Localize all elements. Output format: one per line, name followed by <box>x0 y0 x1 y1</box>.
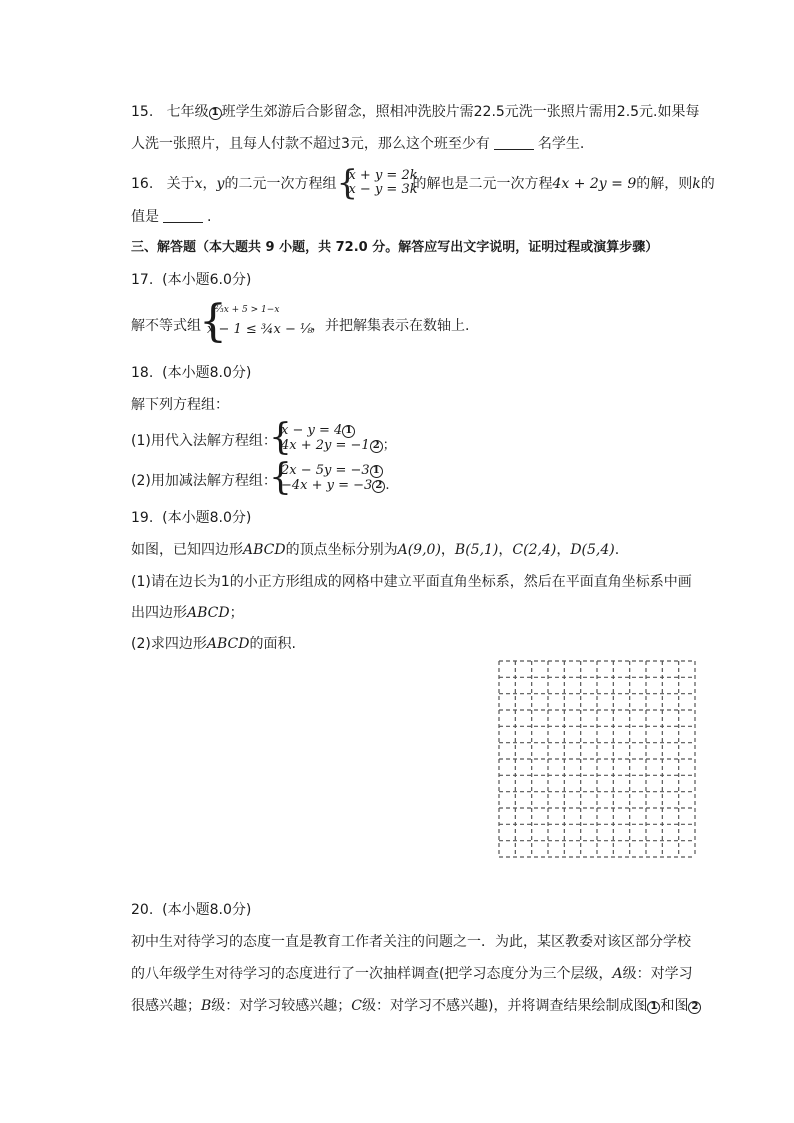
eq-row: x + y = 2k <box>348 168 418 183</box>
brace-icon: { <box>269 457 292 498</box>
point-d: D(5,4) <box>570 542 615 558</box>
q19-p1b <box>131 603 244 623</box>
circled-number-icon: 2 <box>688 1001 701 1014</box>
sep: ， <box>498 542 513 558</box>
q19-p1c-text: ； <box>229 605 244 621</box>
dashed-grid <box>498 660 696 858</box>
q16-text-c: 的解也是二元一次方程 <box>412 176 553 192</box>
q16-text-d: 的解，则 <box>636 176 693 192</box>
q16-text-b: 的二元一次方程组 <box>224 176 337 192</box>
answer-blank[interactable] <box>494 135 534 150</box>
var-k: k <box>692 176 701 192</box>
sep: ， <box>556 542 571 558</box>
q19-p2 <box>131 634 296 654</box>
q20-line2 <box>131 964 693 984</box>
q19-text-a: 如图，已知四边形 <box>131 542 243 558</box>
q15-number: 15. <box>131 104 154 120</box>
q20-line3 <box>131 996 701 1016</box>
q16-line2 <box>131 207 211 227</box>
eq-row <box>281 438 396 453</box>
level-b: B <box>201 998 212 1014</box>
eq-row: x − y = 3k <box>348 182 418 197</box>
q16-text-a: 关于 <box>166 176 195 192</box>
shape-name: ABCD <box>187 605 230 621</box>
q20-header <box>131 900 251 920</box>
eq-text: 4x + 2y = −1 <box>281 438 370 453</box>
q19-score: (本小题8.0分) <box>162 510 252 526</box>
circled-number-icon: 1 <box>342 425 355 438</box>
q19-p1a: (1)请在边长为1的小正方形组成的网格中建立平面直角坐标系，然后在平面直角坐标系中画 <box>131 574 692 590</box>
eq-row <box>281 478 389 493</box>
section-title: 三、解答题（本大题共 9 小题，共 72.0 分。解答应写出文字说明，证明过程或演算步骤） <box>131 240 659 255</box>
q18-part2-label: (2)用加减法解方程组： <box>131 473 277 489</box>
equation: 4x + 2y = 9 <box>552 176 637 192</box>
comma: ， <box>202 176 217 192</box>
equation-system <box>336 163 418 203</box>
eq-end: ； <box>382 438 396 453</box>
point-b: B(5,1) <box>454 542 499 558</box>
q17-number: 17. <box>131 272 154 288</box>
eq-text: x − y = 4 <box>281 423 343 438</box>
var-y: y <box>216 176 225 192</box>
level-c: C <box>351 998 363 1014</box>
q19-line1 <box>131 540 619 560</box>
brace-icon: { <box>336 163 359 203</box>
eq-row <box>281 423 355 438</box>
q20-line1: 初中生对待学习的态度一直是教育工作者关注的问题之一．为此，某区教委对该区部分学校 <box>131 934 691 950</box>
q20-number: 20. <box>131 902 154 918</box>
sep: ， <box>440 542 455 558</box>
q19-number: 19. <box>131 510 154 526</box>
q18-part1-label: (1)用代入法解方程组： <box>131 433 277 449</box>
q18-intro: 解下列方程组： <box>131 397 229 413</box>
q15-text-b: 班学生郊游后合影留念，照相冲洗胶片需22.5元洗一张照片需用2.5元.如果每 <box>221 104 700 120</box>
eq-text: 2x − 5y = −3 <box>281 463 370 478</box>
q16-text-g: . <box>207 209 212 225</box>
q15-line2 <box>131 134 584 154</box>
q17-text-b: ，并把解集表示在数轴上. <box>311 318 470 334</box>
q16-text-f: 值是 <box>131 209 159 225</box>
q15-text-c: 人洗一张照片，且每人付款不超过3元，那么这个班至少有 <box>131 136 490 152</box>
q17-text-a: 解不等式组 <box>131 318 201 334</box>
q20-score: (本小题8.0分) <box>162 902 252 918</box>
circled-number-icon: 2 <box>372 480 385 493</box>
q18-score: (本小题8.0分) <box>162 365 252 381</box>
eq-row <box>281 463 383 478</box>
q19-text-b: 的顶点坐标分别为 <box>285 542 398 558</box>
circled-number-icon: 2 <box>370 440 383 453</box>
brace-icon: { <box>199 296 227 347</box>
q18-header <box>131 363 251 383</box>
eq-text: −4x + y = −3 <box>281 478 373 493</box>
inequality-2: x − 1 ≤ ¾x − ⅛ <box>207 322 313 337</box>
var-x: x <box>194 176 203 192</box>
point-a: A(9,0) <box>397 542 441 558</box>
q15-text-a: 七年级 <box>166 104 209 120</box>
circled-number-icon: 1 <box>647 1001 660 1014</box>
end: . <box>614 542 620 558</box>
q20-l3-d: 和图 <box>660 998 689 1014</box>
q15-text-d: 名学生. <box>537 136 585 152</box>
q19-header <box>131 508 251 528</box>
q16-text-e: 的 <box>700 176 715 192</box>
q16-line1 <box>131 163 715 203</box>
inequality-1: ⅔x + 5 > 1−x <box>215 305 280 315</box>
shape-name: ABCD <box>243 542 286 558</box>
brace-icon: { <box>269 417 292 458</box>
q18-number: 18. <box>131 365 154 381</box>
level-a: A <box>612 966 623 982</box>
q20-l3-a: 很感兴趣； <box>131 998 201 1014</box>
q20-l3-c: 级：对学习不感兴趣)，并将调查结果绘制成图 <box>362 998 648 1014</box>
grid-figure <box>498 660 696 858</box>
q19-p1b-text: 出四边形 <box>131 605 187 621</box>
q19-p2a-text: (2)求四边形 <box>131 636 207 652</box>
answer-blank[interactable] <box>163 208 203 223</box>
q20-l2-text: 的八年级学生对待学习的态度进行了一次抽样调查(把学习态度分为三个层级， <box>131 966 613 982</box>
q15-line1 <box>131 102 700 122</box>
q20-l2-b: 级：对学习 <box>622 966 693 982</box>
shape-name: ABCD <box>206 636 250 652</box>
point-c: C(2,4) <box>512 542 557 558</box>
q17-header <box>131 270 251 290</box>
q19-p2b-text: 的面积. <box>249 636 296 652</box>
eq-end: . <box>385 478 390 493</box>
q20-l3-b: 级：对学习较感兴趣； <box>211 998 352 1014</box>
q17-score: (本小题6.0分) <box>162 272 252 288</box>
circled-number-icon: 1 <box>370 465 383 478</box>
circled-number-icon: 1 <box>209 107 222 120</box>
q16-number: 16. <box>131 176 154 192</box>
